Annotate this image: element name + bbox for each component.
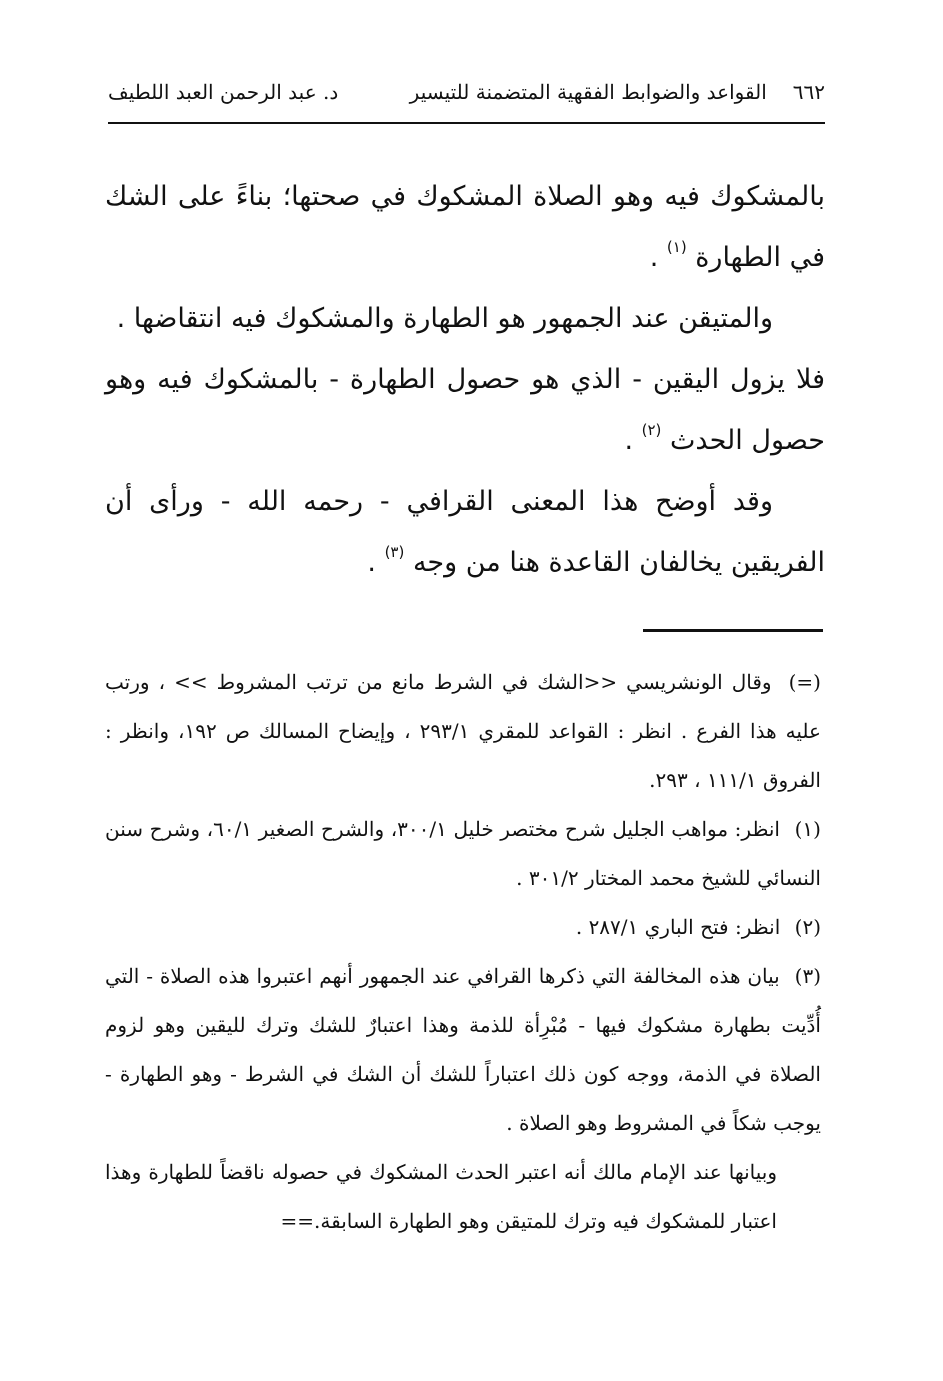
paragraph-end: . <box>649 242 659 273</box>
paragraph <box>105 349 825 471</box>
footnote <box>105 805 821 903</box>
footnote-text: انظر: مواهب الجليل شرح مختصر خليل ٣٠٠/١، والشرح الصغير ٦٠/١، وشرح سنن النسائي للشيخ محمد المختار ٣٠١/٢ . <box>105 817 821 890</box>
book-title: القواعد والضوابط الفقهية المتضمنة للتيسير <box>409 80 767 104</box>
paragraph-text: وقد أوضح هذا المعنى القرافي - رحمه الله - ورأى أن الفريقين يخالفان القاعدة هنا من وجه <box>105 486 825 578</box>
footnote-reference: (٢) <box>641 421 662 439</box>
footnote <box>105 952 821 1148</box>
paragraph-text: فلا يزول اليقين - الذي هو حصول الطهارة - بالمشكوك فيه وهو حصول الحدث <box>105 364 825 456</box>
footnote <box>105 903 821 952</box>
paragraph-text: بالمشكوك فيه وهو الصلاة المشكوك في صحتها؛ بناءً على الشك في الطهارة <box>105 181 825 273</box>
footnote-continuation: وبيانها عند الإمام مالك أنه اعتبر الحدث المشكوك في حصوله ناقضاً للطهارة وهذا اعتبار للمشكوك فيه وترك للمتيقن وهو الطهارة السابقة.== <box>105 1160 777 1233</box>
footnote-reference: (١) <box>666 238 687 256</box>
header-rule <box>108 122 825 124</box>
footnote-text: بيان هذه المخالفة التي ذكرها القرافي عند الجمهور أنهم اعتبروا هذه الصلاة - التي أُدِّيت بطهارة مشكوك فيها - مُبْرِأة للذمة وهذا اعتبارٌ للشك وترك لليقين وهو لزوم الصلاة في الذمة، ووجه كون ذلك اعتباراً للشك أن الشك في الشرط - وهو الطهارة - يوجب شكاً في المشروط وهو الصلاة . <box>105 964 821 1135</box>
footnote-separator <box>643 629 823 632</box>
footnotes <box>105 658 821 1246</box>
paragraph <box>105 288 825 349</box>
paragraph-end: . <box>367 547 376 578</box>
footnote-marker: (١) <box>794 817 821 841</box>
paragraph <box>105 166 825 288</box>
paragraph-text: والمتيقن عند الجمهور هو الطهارة والمشكوك فيه انتقاضها . <box>116 303 773 334</box>
footnote-marker: (٢) <box>794 915 821 939</box>
footnote <box>105 658 821 805</box>
running-header <box>108 70 825 114</box>
author-name: د. عبد الرحمن العبد اللطيف <box>108 80 339 104</box>
main-text <box>105 166 825 593</box>
paragraph-end: . <box>624 425 634 456</box>
footnote-text: وقال الونشريسي <<الشك في الشرط مانع من ترتب المشروط >> ، ورتب عليه هذا الفرع . انظر : القواعد للمقري ٢٩٣/١ ، وإيضاح المسالك ص ١٩٢، وانظر : الفروق ١١١/١ ، ٢٩٣. <box>105 670 821 792</box>
page-number: ٦٦٢ <box>792 80 825 104</box>
footnote-marker: (٣) <box>794 964 821 988</box>
paragraph <box>105 471 825 593</box>
footnote-text: انظر: فتح الباري ٢٨٧/١ . <box>575 915 781 939</box>
footnote-marker: (=) <box>788 670 821 694</box>
footnote-reference: (٣) <box>384 543 405 561</box>
